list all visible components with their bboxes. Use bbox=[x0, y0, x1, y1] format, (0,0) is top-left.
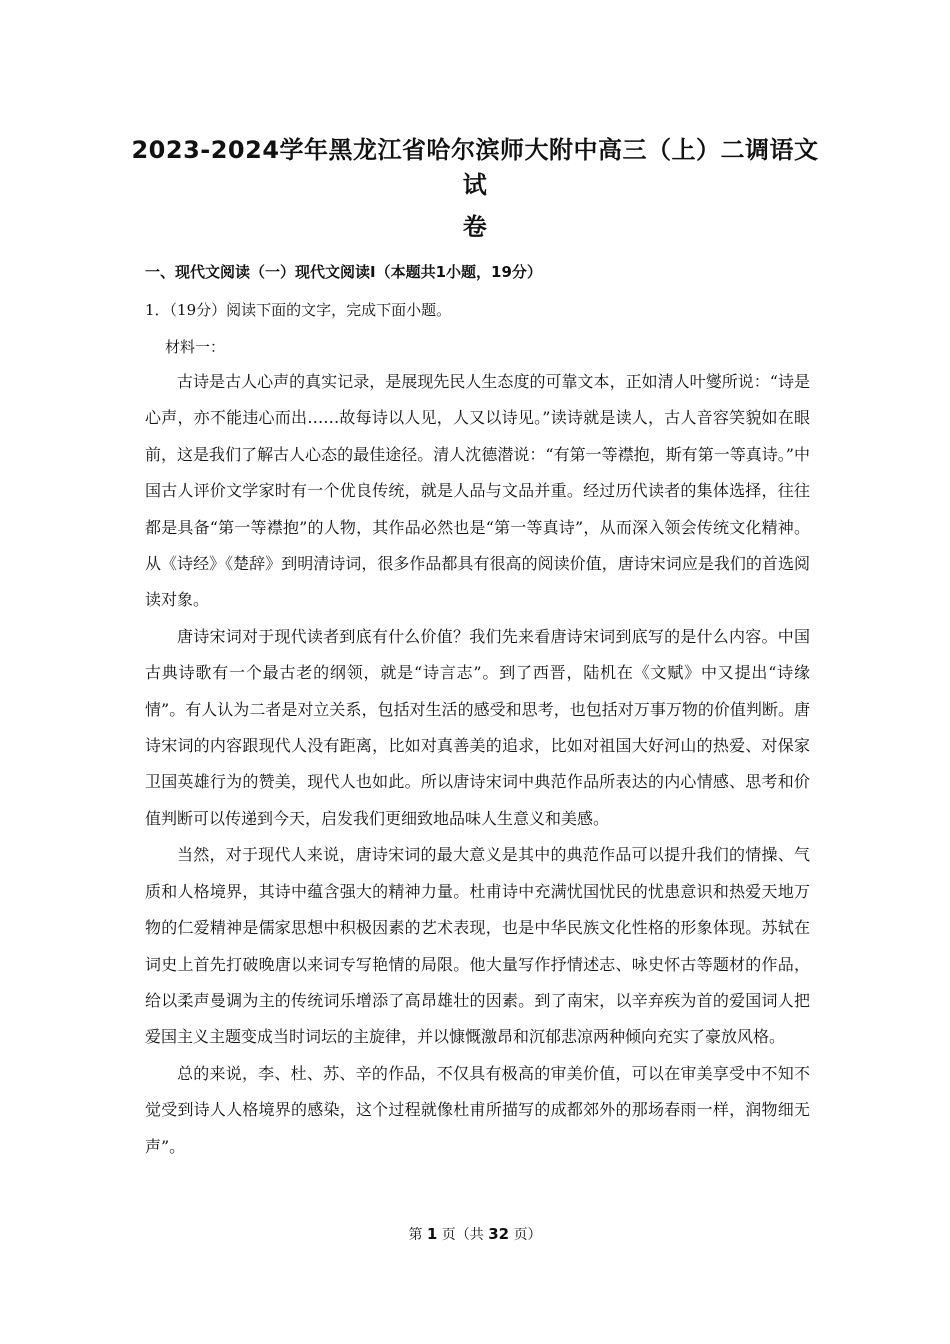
section-heading: 一、现代文阅读（一）现代文阅读Ⅰ（本题共1小题，19分） bbox=[145, 263, 542, 281]
article-body bbox=[145, 364, 810, 1165]
document-title-line-2: 卷 bbox=[462, 213, 488, 241]
paragraph-2: 唐诗宋词对于现代读者到底有什么价值？我们先来看唐诗宋词到底写的是什么内容。中国古典诗歌有一个最古老的纲领，就是“诗言志”。到了西晋，陆机在《文赋》中又提出“诗缘情”。有人认为二者是对立关系，包括对生活的感受和思考，也包括对万事万物的价值判断。唐诗宋词的内容跟现代人没有距离，比如对真善美的追求，比如对祖国大好河山的热爱、对保家卫国英雄行为的赞美，现代人也如此。所以唐诗宋词中典范作品所表达的内心情感、思考和价值判断可以传递到今天，启发我们更细致地品味人生意义和美感。 bbox=[145, 626, 810, 828]
document-title-line-1: 2023-2024学年黑龙江省哈尔滨师大附中高三（上）二调语文试 bbox=[131, 136, 819, 199]
paragraph-3: 当然，对于现代人来说，唐诗宋词的最大意义是其中的典范作品可以提升我们的情操、气质和人格境界，其诗中蕴含强大的精神力量。杜甫诗中充满忧国忧民的忧患意识和热爱天地万物的仁爱精神是儒家思想中积极因素的艺术表现，也是中华民族文化性格的形象体现。苏轼在词史上首先打破晚唐以来词专写艳情的局限。他大量写作抒情述志、咏史怀古等题材的作品，给以柔声曼调为主的传统词乐增添了高昂雄壮的因素。到了南宋，以辛弃疾为首的爱国词人把爱国主义主题变成当时词坛的主旋律，并以慷慨激昂和沉郁悲凉两种倾向充实了豪放风格。 bbox=[145, 845, 810, 1047]
footer-total-pages: 32 bbox=[488, 1225, 510, 1243]
footer-page-number: 1 bbox=[426, 1225, 438, 1243]
footer-middle: 页（共 bbox=[441, 1227, 484, 1243]
footer-suffix: 页） bbox=[513, 1227, 542, 1243]
question-text: 1．（19分）阅读下面的文字，完成下面小题。 bbox=[145, 301, 452, 319]
footer-prefix: 第 bbox=[408, 1227, 423, 1243]
paragraph-1: 古诗是古人心声的真实记录，是展现先民人生态度的可靠文本，正如清人叶燮所说：“诗是心声，亦不能违心而出……故每诗以人见，人又以诗见。”读诗就是读人，古人音容笑貌如在眼前，这是我们了解古人心态的最佳途径。清人沈德潜说：“有第一等襟抱，斯有第一等真诗。”中国古人评价文学家时有一个优良传统，就是人品与文品并重。经过历代读者的集体选择，往往都是具备“第一等襟抱”的人物，其作品必然也是“第一等真诗”，从而深入领会传统文化精神。从《诗经》《楚辞》到明清诗词，很多作品都具有很高的阅读价值，唐诗宋词应是我们的首选阅读对象。 bbox=[145, 372, 810, 610]
page-footer bbox=[0, 1224, 950, 1244]
material-label: 材料一： bbox=[165, 338, 226, 356]
paragraph-4: 总的来说，李、杜、苏、辛的作品，不仅具有极高的审美价值，可以在审美享受中不知不觉受到诗人人格境界的感染，这个过程就像杜甫所描写的成都郊外的那场春雨一样，润物细无声”。 bbox=[145, 1063, 810, 1156]
